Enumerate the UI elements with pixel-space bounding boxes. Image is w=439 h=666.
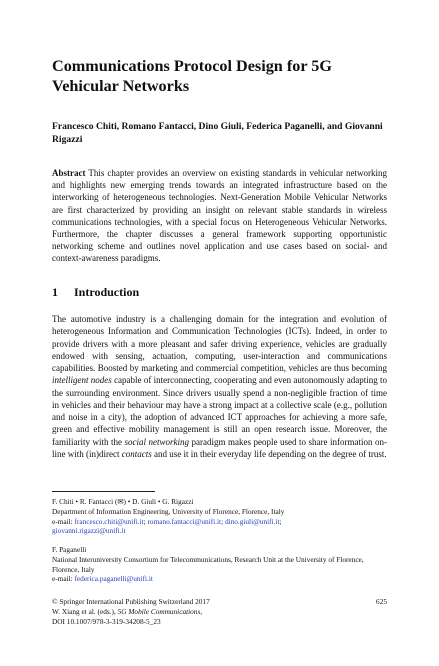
affiliation-emails-continued	[52, 526, 387, 536]
email-separator: ;	[279, 516, 282, 526]
email-separator: ;	[143, 516, 148, 526]
affiliation-name: F. Paganelli	[52, 545, 87, 554]
body-text-part: and use it in their everyday life depending on the degree of trust.	[151, 448, 387, 459]
page-number: 625	[376, 597, 387, 606]
doi: DOI 10.1007/978-3-319-34208-5_23	[52, 616, 161, 626]
copyright-block	[52, 597, 352, 626]
abstract-text: This chapter provides an overview on existing standards in vehicular networking and highlights new emerging trends towards an integrated infrastructure based on the interworking of heterogeneous technologies. Next-Generation Mobile Vehicular Networks are first characterized by providing an insight on relevant stable standards in wireless communications technologies, with a special focus on Heterogeneous Vehicular Networks. Furthermore, the chapter discusses a general framework supporting opportunistic networking scheme and outlines novel application and use cases based on social- and context-awareness paradigms.	[52, 168, 387, 264]
affiliation-block-2	[52, 545, 387, 584]
chapter-title: Communications Protocol Design for 5G Vehicular Networks	[52, 57, 332, 95]
affiliation-emails	[52, 517, 387, 527]
body-emphasis: social networking	[124, 436, 189, 447]
body-text-part: capable of interconnecting, cooperating and even autonomously adapting to the surrounding environment. Since drivers usually spend a non-negligible fraction of time in vehicles and their behaviour may have a strong impact at a collective scale (e.g., pollution and noise in a city), the adoption of advanced ICT approaches for achieving a more safe, green and effective mobility management is still an open research issue. Moreover, the familiarity with the	[52, 375, 387, 447]
affiliation-block-1	[52, 497, 387, 536]
footnote-divider	[52, 491, 155, 492]
section-title: Introduction	[74, 285, 140, 299]
book-citation	[52, 607, 352, 617]
email-label: e-mail:	[52, 574, 75, 584]
introduction-paragraph	[52, 313, 387, 460]
email-label: e-mail:	[52, 516, 75, 526]
section-heading	[52, 285, 387, 299]
email-separator: ;	[221, 516, 225, 526]
email-link[interactable]: romano.fantacci@unifi.it	[147, 516, 222, 526]
chapter-authors: Francesco Chiti, Romano Fantacci, Dino Giuli, Federica Paganelli, and Giovanni Rigazzi	[52, 121, 383, 145]
body-text-part: The automotive industry is a challenging domain for the integration and evolution of heterogeneous Information and Communication Technologies (ICTs). Indeed, in order to provide drivers with a more pleasant and safer driving experience, vehicles are gradually endowed with sensing, actuation, computing, user-interaction and communications capabilities. Boosted by marketing and commercial competition, vehicles are thus becoming	[52, 314, 387, 373]
editors: W. Xiang et al. (eds.),	[52, 606, 118, 616]
section-number: 1	[52, 285, 58, 299]
email-link[interactable]: federica.paganelli@unifi.it	[74, 574, 153, 584]
affiliation-names: F. Chiti • R. Fantacci (✉) • D. Giuli • G. Rigazzi	[52, 497, 194, 506]
body-emphasis: contacts	[121, 448, 152, 459]
abstract	[52, 167, 387, 265]
citation-punctuation: ,	[200, 606, 203, 616]
email-link[interactable]: dino.giuli@unifi.it	[224, 516, 280, 526]
abstract-label: Abstract	[52, 168, 86, 178]
body-emphasis: intelligent nodes	[52, 375, 112, 386]
book-title: 5G Mobile Communications	[117, 606, 201, 616]
body-text-part: paradigm makes people used to share information on-line with (in)direct	[52, 436, 387, 459]
email-link[interactable]: giovanni.rigazzi@unifi.it	[52, 526, 126, 536]
email-link[interactable]: francesco.chiti@unifi.it	[74, 516, 144, 526]
affiliation-department: National Interuniversity Consortium for Telecommunications, Research Unit at the University of Florence, Florence, Italy	[52, 554, 364, 574]
affiliation-department: Department of Information Engineering, University of Florence, Florence, Italy	[52, 506, 285, 516]
copyright-line: © Springer International Publishing Switzerland 2017	[52, 597, 210, 606]
affiliation-email	[52, 574, 387, 584]
